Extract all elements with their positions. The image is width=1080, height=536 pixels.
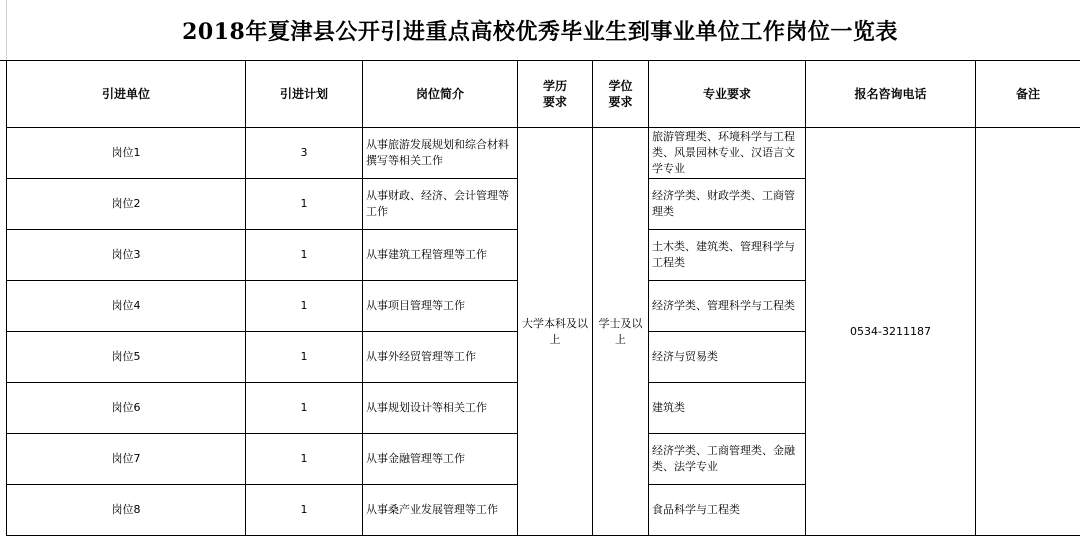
- cell-unit: 岗位7: [7, 434, 246, 485]
- header-note: 备注: [976, 61, 1080, 128]
- cell-phone: 0534-3211187: [806, 128, 976, 536]
- cell-unit: 岗位5: [7, 332, 246, 383]
- cell-unit: 岗位4: [7, 281, 246, 332]
- cell-major: 建筑类: [649, 383, 806, 434]
- table-row: [7, 128, 1080, 179]
- cell-unit: 岗位3: [7, 230, 246, 281]
- cell-intro: 从事金融管理等工作: [363, 434, 518, 485]
- cell-note: [976, 128, 1080, 536]
- positions-table: [6, 60, 1080, 536]
- cell-major: 经济学类、财政学类、工商管理类: [649, 179, 806, 230]
- header-degree-line1: 学位: [596, 78, 645, 94]
- cell-plan: 1: [246, 485, 363, 536]
- cell-education: 大学本科及以上: [518, 128, 593, 536]
- cell-intro: 从事建筑工程管理等工作: [363, 230, 518, 281]
- cell-unit: 岗位1: [7, 128, 246, 179]
- header-intro: 岗位简介: [363, 61, 518, 128]
- header-degree: [593, 61, 649, 128]
- header-row: [7, 61, 1080, 128]
- cell-unit: 岗位6: [7, 383, 246, 434]
- cell-major: 经济学类、管理科学与工程类: [649, 281, 806, 332]
- header-education-line2: 要求: [521, 94, 589, 110]
- cell-plan: 1: [246, 434, 363, 485]
- cell-plan: 1: [246, 383, 363, 434]
- cell-degree: 学士及以上: [593, 128, 649, 536]
- header-phone: 报名咨询电话: [806, 61, 976, 128]
- cell-major: 土木类、建筑类、管理科学与工程类: [649, 230, 806, 281]
- header-education-line1: 学历: [521, 78, 589, 94]
- cell-major: 经济与贸易类: [649, 332, 806, 383]
- cell-major: 经济学类、工商管理类、金融类、法学专业: [649, 434, 806, 485]
- cell-plan: 3: [246, 128, 363, 179]
- cell-unit: 岗位8: [7, 485, 246, 536]
- cell-unit: 岗位2: [7, 179, 246, 230]
- cell-plan: 1: [246, 281, 363, 332]
- cell-intro: 从事桑产业发展管理等工作: [363, 485, 518, 536]
- header-unit: 引进单位: [7, 61, 246, 128]
- cell-major: 食品科学与工程类: [649, 485, 806, 536]
- cell-plan: 1: [246, 179, 363, 230]
- title-text: 2018年夏津县公开引进重点高校优秀毕业生到事业单位工作岗位一览表: [182, 15, 898, 46]
- cell-intro: 从事旅游发展规划和综合材料撰写等相关工作: [363, 128, 518, 179]
- cell-plan: 1: [246, 230, 363, 281]
- header-major: 专业要求: [649, 61, 806, 128]
- cell-intro: 从事财政、经济、会计管理等工作: [363, 179, 518, 230]
- header-degree-line2: 要求: [596, 94, 645, 110]
- cell-intro: 从事规划设计等相关工作: [363, 383, 518, 434]
- cell-plan: 1: [246, 332, 363, 383]
- cell-intro: 从事外经贸管理等工作: [363, 332, 518, 383]
- cell-intro: 从事项目管理等工作: [363, 281, 518, 332]
- page-title: [0, 0, 1080, 61]
- cell-major: 旅游管理类、环境科学与工程类、风景园林专业、汉语言文学专业: [649, 128, 806, 179]
- header-plan: 引进计划: [246, 61, 363, 128]
- header-education: [518, 61, 593, 128]
